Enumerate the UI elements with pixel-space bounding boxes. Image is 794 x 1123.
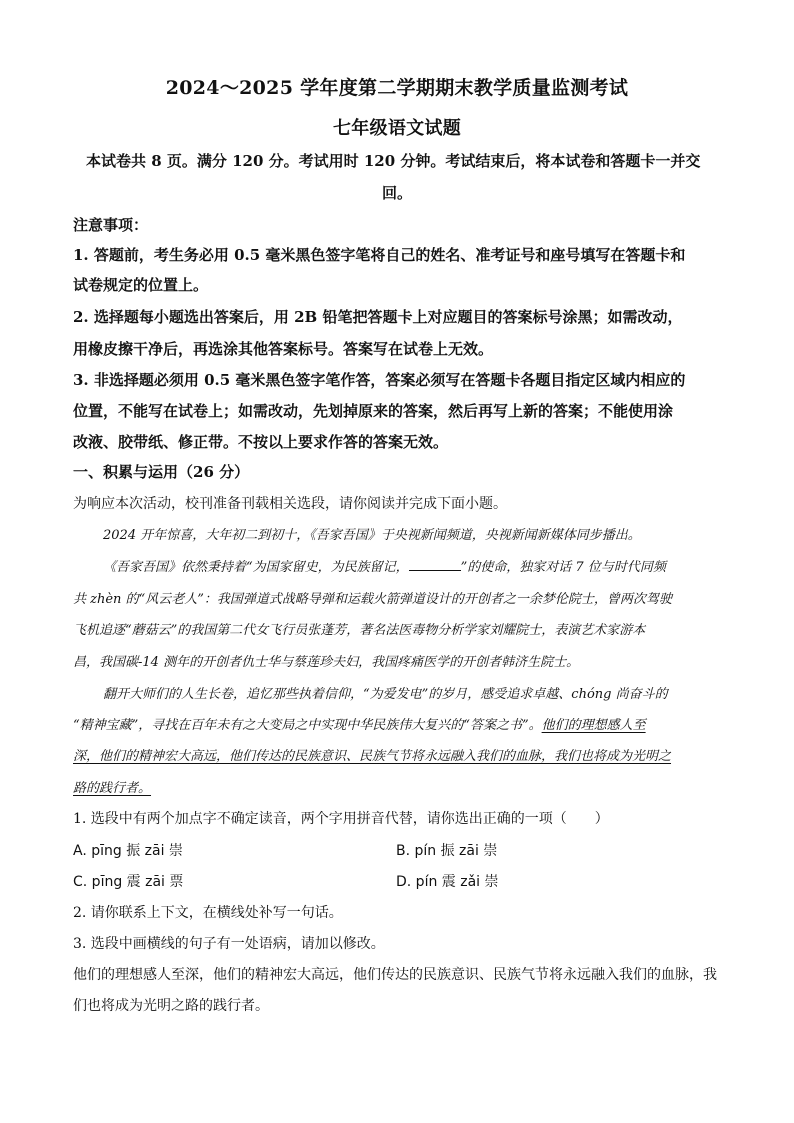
question-2-stem: 2. 请你联系上下文，在横线处补写一句话。	[73, 905, 343, 921]
option-b: B. pín 振 zāi 崇	[396, 843, 498, 859]
question-3-stem: 3. 选段中画横线的句子有一处语病，请加以修改。	[73, 936, 385, 952]
fill-in-blank	[409, 558, 461, 571]
note-line: 3. 非选择题必须用 0.5 毫米黑色签字笔作答，答案必须写在答题卡各题目指定区域内相应的	[73, 371, 686, 389]
section-heading: 一、积累与运用（26 分）	[73, 463, 250, 481]
passage-line	[73, 714, 646, 733]
question-3-sentence: 们也将成为光明之路的践行者。	[73, 998, 269, 1014]
underlined-sentence: 他们的理想感人至	[541, 718, 646, 733]
note-line: 改液、胶带纸、修正带。不按以上要求作答的答案无效。	[73, 433, 449, 451]
passage-text: ”的使命，独家对话 7 位与时代同频	[460, 560, 666, 575]
passage-line: 昌，我国碳-14 测年的开创者仇士华与蔡莲珍夫妇，我国疼痛医学的开创者韩济生院士。	[73, 655, 580, 670]
intro-line-2: 回。	[381, 184, 412, 202]
passage-line	[103, 556, 666, 575]
option-a: A. pīng 振 zāi 崇	[73, 843, 183, 859]
section-instruction: 为响应本次活动，校刊准备刊载相关选段，请你阅读并完成下面小题。	[73, 496, 507, 512]
notes-heading: 注意事项：	[73, 216, 149, 234]
passage-text: “精神宝藏”，寻找在百年未有之大变局之中实现中华民族伟大复兴的“答案之书”。	[73, 718, 542, 733]
note-line: 1. 答题前，考生务必用 0.5 毫米黑色签字笔将自己的姓名、准考证号和座号填写在答题卡和	[73, 246, 686, 264]
note-line: 用橡皮擦干净后，再选涂其他答案标号。答案写在试卷上无效。	[73, 340, 494, 358]
question-3-sentence: 他们的理想感人至深，他们的精神宏大高远，他们传达的民族意识、民族气节将永远融入我们的血脉，我	[73, 967, 717, 983]
note-line: 试卷规定的位置上。	[73, 276, 209, 294]
option-c: C. pīng 震 zāi 票	[73, 874, 184, 890]
passage-line: 翻开大师们的人生长卷，追忆那些执着信仰，“为爱发电”的岁月，感受追求卓越、chóng 尚奋斗的	[103, 687, 668, 702]
passage-line: 飞机追逐“蘑菇云”的我国第二代女飞行员张蓬芳，著名法医毒物分析学家刘耀院士，表演艺术家游本	[73, 623, 646, 638]
underlined-sentence: 路的践行者。	[73, 781, 152, 796]
passage-text: 《吾家吾国》依然秉持着“为国家留史，为民族留记，	[103, 560, 409, 575]
question-1-stem: 1. 选段中有两个加点字不确定读音，两个字用拼音代替，请你选出正确的一项（ ）	[73, 811, 609, 827]
intro-line-1: 本试卷共 8 页。满分 120 分。考试用时 120 分钟。考试结束后，将本试卷和答题卡一并交	[86, 152, 701, 170]
underlined-sentence: 深，他们的精神宏大高远，他们传达的民族意识、民族气节将永远融入我们的血脉，我们也将成为光明之	[73, 749, 672, 764]
exam-subtitle: 七年级语文试题	[332, 118, 462, 139]
passage-paragraph-1: 2024 开年惊喜，大年初二到初十，《吾家吾国》于央视新闻频道，央视新闻新媒体同步播出。	[103, 528, 641, 543]
note-line: 位置，不能写在试卷上；如需改动，先划掉原来的答案，然后再写上新的答案；不能使用涂	[73, 402, 674, 420]
exam-title: 2024～2025 学年度第二学期期末教学质量监测考试	[165, 77, 629, 99]
option-d: D. pín 震 zǎi 崇	[396, 874, 499, 890]
note-line: 2. 选择题每小题选出答案后，用 2B 铅笔把答题卡上对应题目的答案标号涂黑；如需改动，	[73, 308, 683, 326]
passage-line: 共 zhèn 的“风云老人”：我国弹道式战略导弹和运载火箭弹道设计的开创者之一余梦伦院士，曾两次驾驶	[73, 592, 672, 607]
